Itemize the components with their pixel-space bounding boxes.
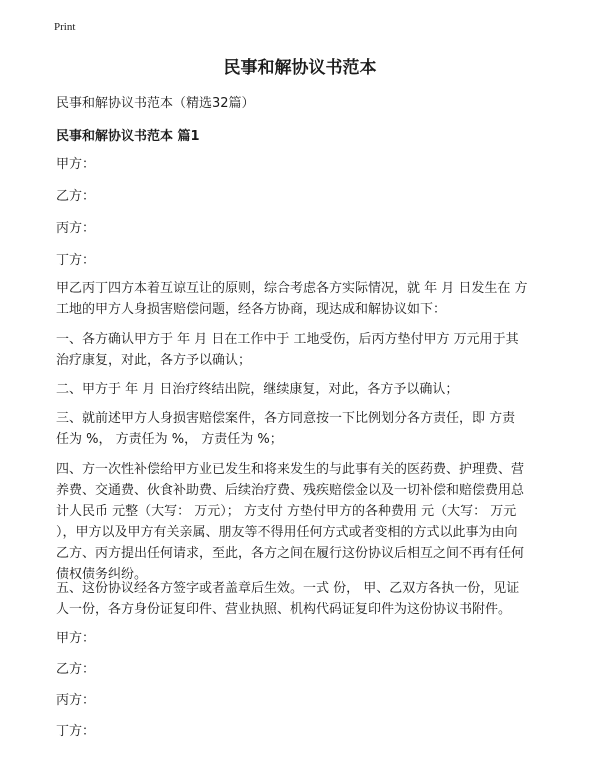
document-title: 民事和解协议书范本 bbox=[223, 58, 377, 78]
party-ding-bottom: 丁方： bbox=[56, 724, 96, 739]
clause-1: 一、各方确认甲方于 年 月 日在工作中于 工地受伤，后丙方垫付甲方 万元用于其 治疗康复，对此，各方予以确认； bbox=[56, 332, 519, 368]
party-yi-top: 乙方： bbox=[56, 189, 96, 204]
clause-3: 三、就前述甲方人身损害赔偿案件，各方同意按一下比例划分各方责任，即 方责 任为 %， 方责任为 %， 方责任为 %； bbox=[56, 411, 516, 447]
party-jia-bottom: 甲方： bbox=[56, 631, 96, 646]
subtitle: 民事和解协议书范本（精选32篇） bbox=[56, 96, 255, 111]
party-yi-bottom: 乙方： bbox=[56, 662, 96, 677]
clause-5: 五、这份协议经各方签字或者盖章后生效。一式 份， 甲、乙双方各执一份，见证 人一份，各方身份证复印件、营业执照、机构代码证复印件为这份协议书附件。 bbox=[56, 581, 520, 617]
party-jia-top: 甲方： bbox=[56, 157, 96, 172]
party-bing-top: 丙方： bbox=[56, 221, 96, 236]
intro-paragraph: 甲乙丙丁四方本着互谅互让的原则，综合考虑各方实际情况，就 年 月 日发生在 方 工地的甲方人身损害赔偿问题，经各方协商，现达成和解协议如下： bbox=[56, 281, 528, 317]
party-ding-top: 丁方： bbox=[56, 253, 96, 268]
section-heading: 民事和解协议书范本 篇1 bbox=[56, 129, 200, 144]
print-link[interactable]: Print bbox=[54, 21, 76, 33]
clause-4: 四、方一次性补偿给甲方业已发生和将来发生的与此事有关的医药费、护理费、营 养费、交通费、伙食补助费、后续治疗费、残疾赔偿金以及一切补偿和赔偿费用总 计人民币 元整（大写： 万元）； 方支付 方垫付甲方的各种费用 元（大写： 万元 ），甲方以及甲方有关亲属、朋友等不得用任何方式或者变相的方式以此事为由向 乙方、丙方提出任何请求，至此，各方之间在履行这份协议后相互之间不再有任何 债权债务纠纷。 bbox=[56, 462, 525, 582]
clause-2: 二、甲方于 年 月 日治疗终结出院，继续康复，对此，各方予以确认； bbox=[56, 382, 459, 397]
party-bing-bottom: 丙方： bbox=[56, 693, 96, 708]
